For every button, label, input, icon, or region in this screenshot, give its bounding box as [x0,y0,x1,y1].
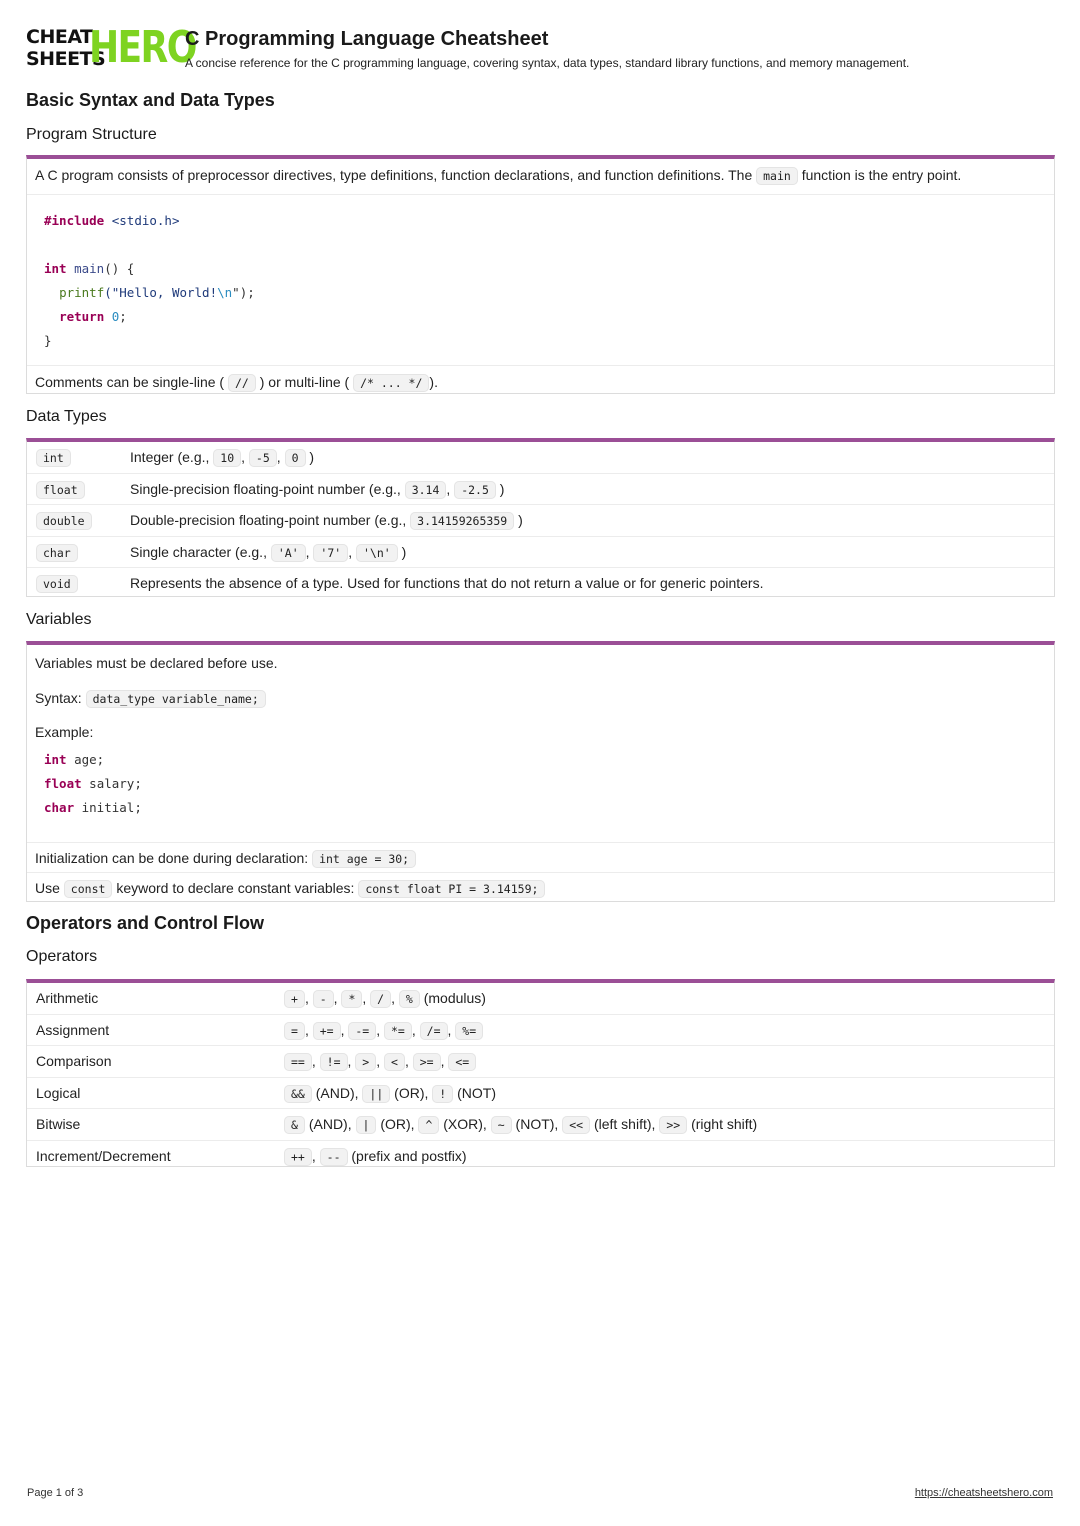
table-row: int Integer (e.g., 10 , -5 , 0 ) [27,442,1054,474]
heading-data-types: Data Types [26,408,107,425]
variables-card [26,641,1055,902]
table-row: Bitwise & (AND), | (OR), ^ (XOR), ~ (NOT), << (left shift), >> (right shift) [27,1109,1054,1141]
table-row: Increment/Decrement ++ , -- (prefix and postfix) [36,1147,467,1164]
table-row: double Double-precision floating-point number (e.g., 3.14159265359 ) [27,505,1054,537]
heading-program-structure: Program Structure [26,126,157,143]
page-subtitle: A concise reference for the C programming language, covering syntax, data types, standard library functions, and memory management. [185,56,910,70]
comments-info: Comments can be single-line ( // ) or multi-line ( /* ... */ ). [35,374,438,390]
page-title: C Programming Language Cheatsheet [185,28,549,50]
logo-text-hero: HERO [89,22,196,73]
program-structure-intro: A C program consists of preprocessor directives, type definitions, function declarations, and function definitions. The main function is the entry point. [27,159,1054,195]
code-multi-line-comment: /* ... */ [353,374,429,392]
table-row: Comparison == , != , > , < , >= , <= [27,1046,1054,1078]
const-info: Use const keyword to declare constant variables: const float PI = 3.14159; [27,873,1054,903]
code-syntax: data_type variable_name; [86,690,266,708]
table-row: float Single-precision floating-point number (e.g., 3.14 , -2.5 ) [27,474,1054,506]
table-row: char Single character (e.g., 'A' , '7' , '\n' ) [27,537,1054,569]
site-link[interactable]: https://cheatsheetshero.com [914,1487,1053,1499]
cheatsheetshero-logo[interactable] [26,22,196,73]
initialization-info: Initialization can be done during declaration: int age = 30; [27,843,1054,873]
data-types-table [26,438,1055,597]
page-header [26,22,1054,76]
logo-text-sheets: SHEETS [26,48,106,70]
code-main: main [756,167,798,185]
hello-world-code-block: #include <stdio.h> int main() { printf("Hello, World!\n"); return 0; } [27,195,1054,366]
section-title-basic-syntax: Basic Syntax and Data Types [26,90,275,110]
table-row: Arithmetic + , - , * , / , % (modulus) [27,983,1054,1015]
section-title-operators: Operators and Control Flow [26,913,265,933]
operators-table [26,979,1055,1167]
table-row: Assignment = , += , -= , *= , /= , %= [27,1015,1054,1047]
variables-example-code: int age; float salary; char initial; [44,752,142,815]
page-number: Page 1 of 3 [27,1487,84,1499]
table-row: void Represents the absence of a type. Used for functions that do not return a value or for generic pointers. [27,568,1054,599]
heading-variables: Variables [26,611,92,628]
variables-block: Variables must be declared before use. Syntax: data_type variable_name; Example: int age; float salary; char initial; [27,645,1054,843]
heading-operators: Operators [26,948,98,965]
logo-text-cheat: CHEAT [26,26,93,48]
program-structure-card [26,155,1055,394]
table-row: Logical && (AND), || (OR), ! (NOT) [27,1078,1054,1110]
code-single-line-comment: // [228,374,256,392]
